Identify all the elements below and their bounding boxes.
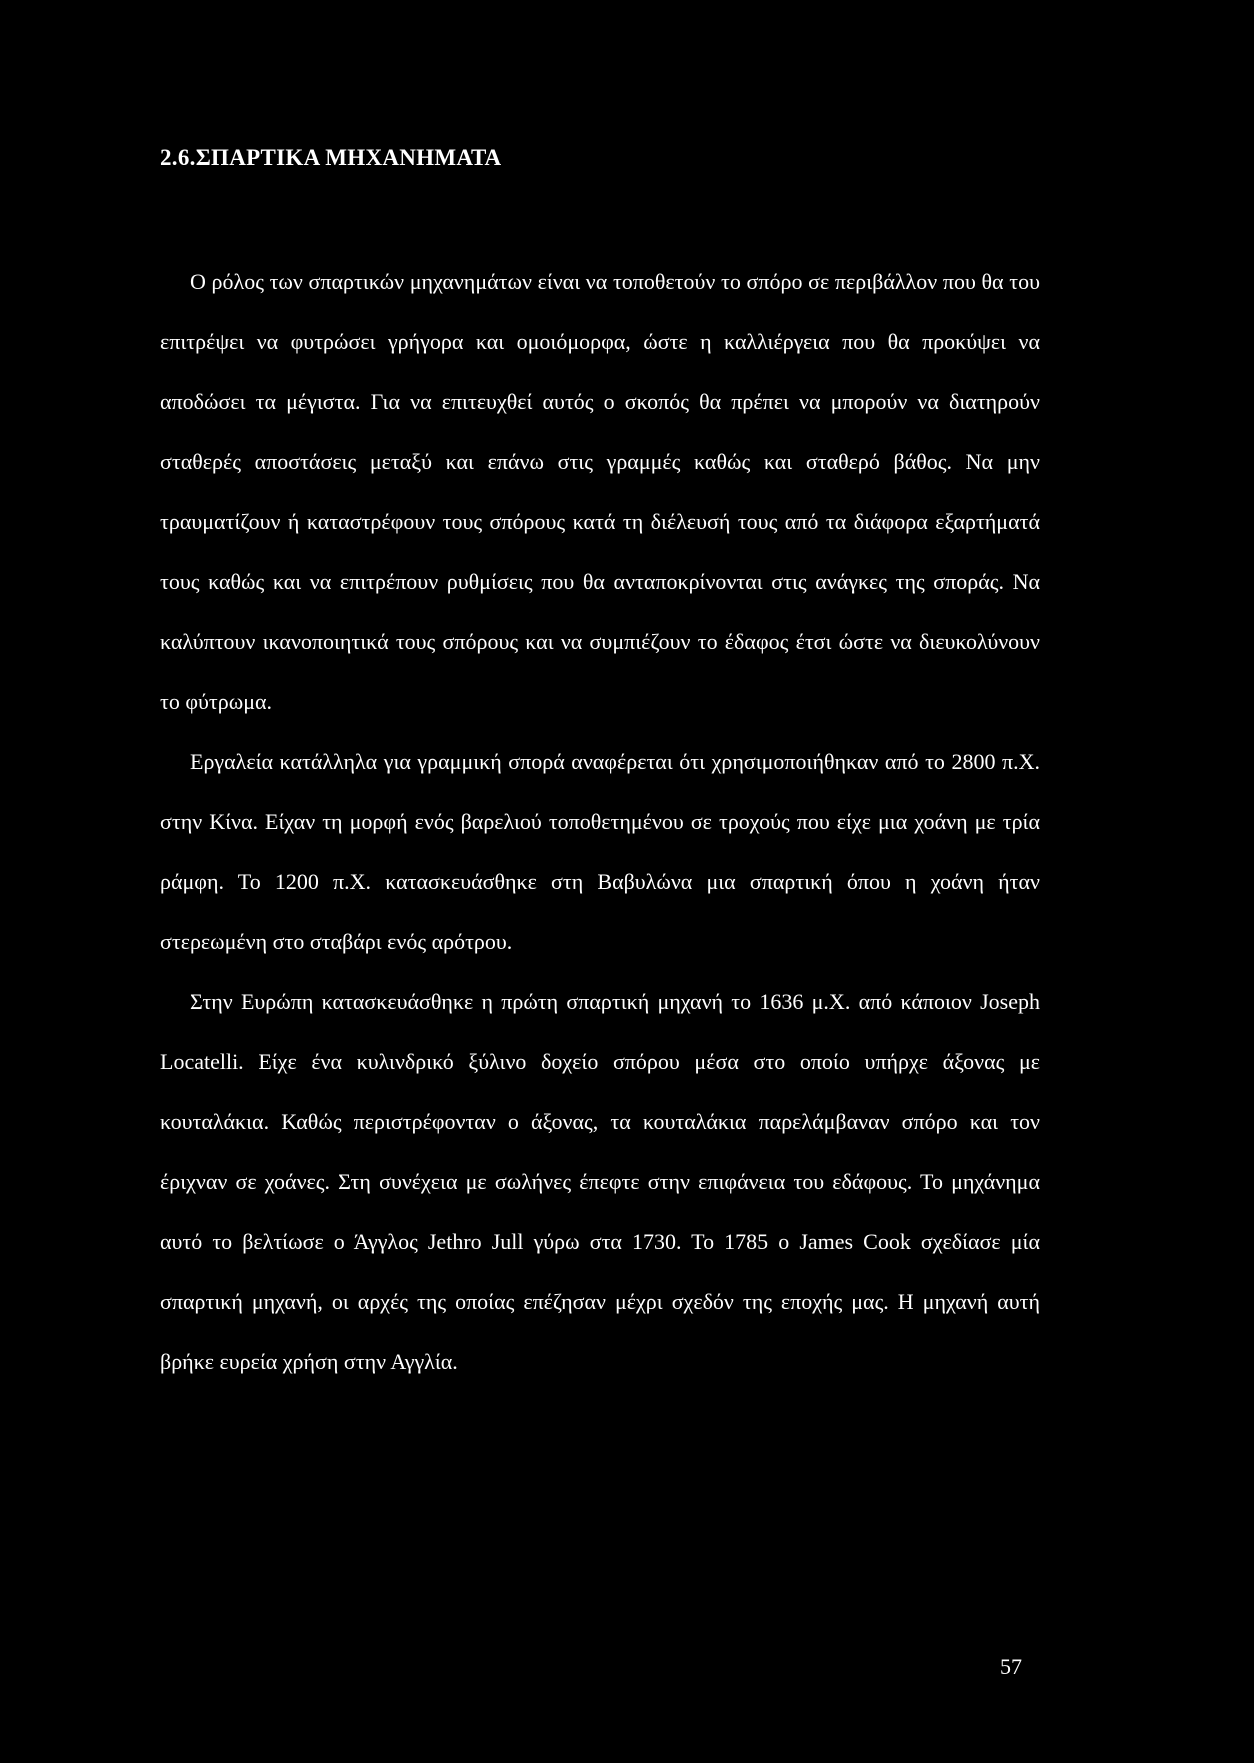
paragraph-1: Ο ρόλος των σπαρτικών μηχανημάτων είναι να τοποθετούν το σπόρο σε περιβάλλον που θα του επιτρέψει να φυτρώσει γρήγορα και ομοιόμορφα, ώστε η καλλιέργεια που θα προκύψει να αποδώσει τα μέγιστα. Για να επιτευχθεί αυτός ο σκοπός θα πρέπει να μπορούν να διατηρούν σταθερές αποστάσεις μεταξύ και επάνω στις γραμμές καθώς και σταθερό βάθος. Να μην τραυματίζουν ή καταστρέφουν τους σπόρους κατά τη διέλευσή τους από τα διάφορα εξαρτήματά τους καθώς και να επιτρέπουν ρυθμίσεις που θα ανταποκρίνονται στις ανάγκες της σποράς. Να καλύπτουν ικανοποιητικά τους σπόρους και να συμπιέζουν το έδαφος έτσι ώστε να διευκολύνουν το φύτρωμα. xyxy=(160,269,1040,714)
page-number: 57 xyxy=(1000,1654,1022,1679)
paragraph-2: Εργαλεία κατάλληλα για γραμμική σπορά αναφέρεται ότι χρησιμοποιήθηκαν από το 2800 π.Χ. στην Κίνα. Είχαν τη μορφή ενός βαρελιού τοποθετημένου σε τροχούς που είχε μια χοάνη με τρία ράμφη. Το 1200 π.Χ. κατασκευάσθηκε στη Βαβυλώνα μια σπαρτική όπου η χοάνη ήταν στερεωμένη στο σταβάρι ενός αρότρου. xyxy=(160,749,1040,954)
page-content xyxy=(160,136,1040,1392)
paragraph-3: Στην Ευρώπη κατασκευάσθηκε η πρώτη σπαρτική μηχανή το 1636 μ.Χ. από κάποιον Joseph Locatelli. Είχε ένα κυλινδρικό ξύλινο δοχείο σπόρου μέσα στο οποίο υπήρχε άξονας με κουταλάκια. Καθώς περιστρέφονταν ο άξονας, τα κουταλάκια παρελάμβαναν σπόρο και τον έριχναν σε χοάνες. Στη συνέχεια με σωλήνες έπεφτε στην επιφάνεια του εδάφους. Το μηχάνημα αυτό το βελτίωσε ο Άγγλος Jethro Jull γύρω στα 1730. Το 1785 ο James Cook σχεδίασε μία σπαρτική μηχανή, οι αρχές της οποίας επέζησαν μέχρι σχεδόν της εποχής μας. Η μηχανή αυτή βρήκε ευρεία χρήση στην Αγγλία. xyxy=(160,989,1040,1374)
section-heading: 2.6.ΣΠΑΡΤΙΚΑ ΜΗΧΑΝΗΜΑΤΑ xyxy=(160,145,502,170)
